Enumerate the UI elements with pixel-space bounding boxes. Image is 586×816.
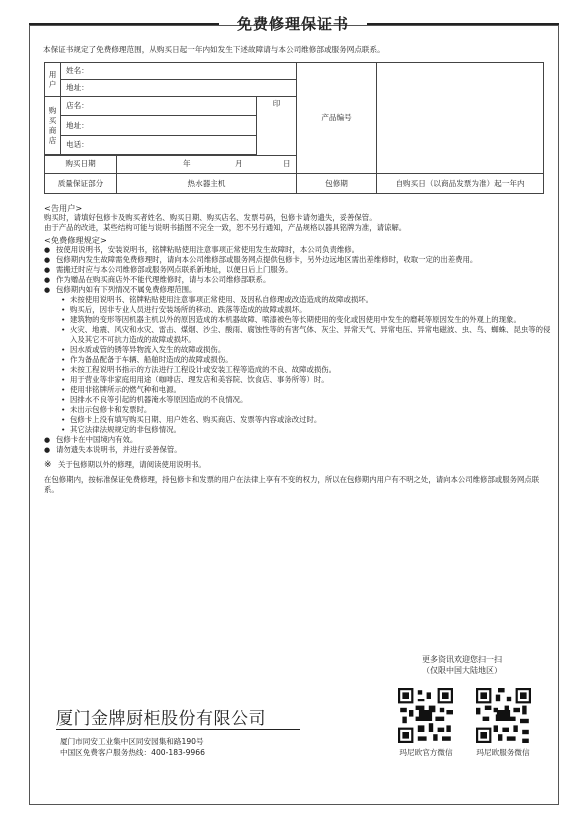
rules-heading: <免费修理规定> xyxy=(44,235,107,245)
terms-body xyxy=(44,203,552,495)
month-label: 月 xyxy=(235,159,243,169)
purchase-date-label-text: 购买日期 xyxy=(65,159,96,169)
qr-heading xyxy=(400,654,524,676)
warranty-period-label-text: 包修期 xyxy=(325,178,348,188)
user-label-char: 用 xyxy=(48,69,57,79)
warranty-card-table xyxy=(44,62,544,194)
rule-item: ● 作为赠品在购买商店外不能代理维修时，请与本公司维修部联系。 xyxy=(44,275,552,285)
exclusion-item: • 未按使用说明书、铭牌粘贴使用注意事项正常使用、及因私自修理或改造造成的故障或损坏。 xyxy=(44,295,552,305)
shop-address-label: 地址： xyxy=(66,120,89,130)
product-number-label-text: 产品编号 xyxy=(321,113,352,123)
exclusion-item: • 火灾、地震、风灾和水灾、雷击、煤烟、沙尘、酸雨、腐蚀性等的有害气体、灰尘、异常天气、异常电压、异常电磁波、虫、鸟、蜘蛛、昆虫等的侵入及其它不可抗力造成的故障或损坏。 xyxy=(44,325,552,345)
warranty-part-label xyxy=(45,174,117,193)
qr-heading-line-2: （仅限中国大陆地区） xyxy=(422,666,502,675)
rule-item: ● 请勿遗失本说明书，并进行妥善保管。 xyxy=(44,445,552,455)
rule-item: ● 需搬迁时应与本公司维修部或服务网点联系新地址，以便日后上门服务。 xyxy=(44,265,552,275)
out-of-warranty-note: ※ 关于包修期以外的修理，请阅读使用说明书。 xyxy=(44,460,552,470)
exclusion-item: • 作为备品配备于车辆、船舶时造成的故障或损伤。 xyxy=(44,355,552,365)
company-rule xyxy=(56,729,300,730)
exclusion-item: • 购买后，因非专业人员进行安装场所的移动、跌落等造成的故障或损坏。 xyxy=(44,305,552,315)
intro-text: 本保证书规定了免费修理范围，从购买日起一年内如发生下述故障请与本公司维修部或服务网点联系。 xyxy=(43,45,385,54)
rule-item: ● 包修卡在中国境内有效。 xyxy=(44,435,552,445)
rule-item: ● 包修期内如有下列情况不属免费修理范围。 xyxy=(44,285,552,295)
user-name-label: 姓名： xyxy=(66,66,89,76)
rule-item: ● 按使用说明书，安装说明书，铭牌粘贴使用注意事项正常使用发生故障时，本公司负责维修。 xyxy=(44,245,552,255)
exclusion-item: • 未出示包修卡和发票时。 xyxy=(44,405,552,415)
notice-line: 由于产品的改进，某些结构可能与说明书插图不完全一致，恕不另行通知，产品规格以器具铭牌为准，请谅解。 xyxy=(44,223,407,232)
user-label xyxy=(45,63,61,97)
notice-heading: <告用户> xyxy=(44,203,83,213)
warranty-period-value-text: 自购买日（以商品发票为准）起一年内 xyxy=(395,178,525,188)
service-hotline: 中国区免费客户服务热线：400-183-9966 xyxy=(60,748,205,757)
shop-phone-label: 电话： xyxy=(66,140,89,150)
purchase-date-label xyxy=(45,155,117,174)
shop-label-char: 商 xyxy=(48,125,57,135)
title-rule-right xyxy=(367,23,559,25)
exclusion-item: • 因排水不良等引起的机器淹水等原因造成的不良情况。 xyxy=(44,395,552,405)
service-wechat-caption: 玛尼欧服务微信 xyxy=(476,748,530,757)
day-label: 日 xyxy=(283,159,291,169)
warranty-part-value-text: 热水器主机 xyxy=(187,178,226,188)
warranty-part-value xyxy=(117,174,297,193)
user-label-char: 户 xyxy=(48,79,57,89)
rule-item: ● 包修期内发生故障需免费修理时，请向本公司维修部或服务网点提供包修卡，另外边远地区需出差维修时，收取一定的出差费用。 xyxy=(44,255,552,265)
exclusion-item: • 其它法律法规规定的非包修情况。 xyxy=(44,425,552,435)
warranty-part-label-text: 质量保证部分 xyxy=(57,178,104,188)
warranty-period-label xyxy=(297,174,377,193)
page-title-bar xyxy=(0,13,586,33)
exclusion-item: • 未按工程说明书指示的方法进行工程设计或安装工程等造成的不良、故障或损伤。 xyxy=(44,365,552,375)
service-wechat-qr-icon[interactable] xyxy=(476,688,531,743)
title-rule-left xyxy=(29,23,219,25)
shop-phone-field[interactable] xyxy=(61,136,257,155)
exclusion-item: • 用于营业等非家庭用用途（咖啡店、理发店和美容院、饮食店、事务所等）时。 xyxy=(44,375,552,385)
user-address-field[interactable] xyxy=(61,80,297,97)
shop-address-field[interactable] xyxy=(61,116,257,136)
shop-label-char: 买 xyxy=(48,115,57,125)
exclusion-item: • 建筑物的变形等因机器主机以外的原因造成的本机器故障、喷漆被色等长期使用的变化或因使用中发生的磨耗等原因发生的外观上的现象。 xyxy=(44,315,552,325)
shop-label xyxy=(45,97,61,155)
company-address: 厦门市同安工业集中区同安园集和路190号 xyxy=(60,737,204,746)
notice-line: 购买时，请填好包修卡及购买者姓名、购买日期、购买店名、发票号码，包修卡请勿遗失，妥善保管。 xyxy=(44,213,377,222)
company-contact xyxy=(60,736,205,758)
shop-label-char: 购 xyxy=(48,105,57,115)
exclusion-item: • 因水质或管的锈等异物流入发生的故障或损伤。 xyxy=(44,345,552,355)
product-number-label xyxy=(297,63,377,174)
stamp-box[interactable] xyxy=(257,97,297,155)
shop-name-field[interactable] xyxy=(61,97,257,116)
user-name-field[interactable] xyxy=(61,63,297,80)
company-name: 厦门金牌厨柜股份有限公司 xyxy=(56,709,266,729)
warranty-period-value xyxy=(377,174,543,193)
official-wechat-caption: 玛尼欧官方微信 xyxy=(399,748,453,757)
product-number-field[interactable] xyxy=(377,63,543,174)
exclusion-item: • 包修卡上没有填写购买日期、用户姓名、购买商店、发票等内容或涂改过时。 xyxy=(44,415,552,425)
shop-name-label: 店名： xyxy=(66,101,89,111)
rights-paragraph: 在包修期内，按标准保证免费修理，持包修卡和发票的用户在法律上享有不变的权力，所以在包修期内用户有不明之处，请向本公司维修部或服务网点联系。 xyxy=(44,475,540,494)
official-wechat-qr-icon[interactable] xyxy=(398,688,453,743)
user-address-label: 地址： xyxy=(66,83,89,93)
exclusion-item: • 使用非铭牌所示的燃气种和电源。 xyxy=(44,385,552,395)
qr-heading-line-1: 更多资讯欢迎您扫一扫 xyxy=(422,655,502,664)
year-label: 年 xyxy=(183,159,191,169)
shop-label-char: 店 xyxy=(48,135,57,145)
stamp-label: 印 xyxy=(272,99,281,108)
page-title: 免费修理保证书 xyxy=(236,15,349,33)
purchase-date-field[interactable] xyxy=(117,155,297,174)
